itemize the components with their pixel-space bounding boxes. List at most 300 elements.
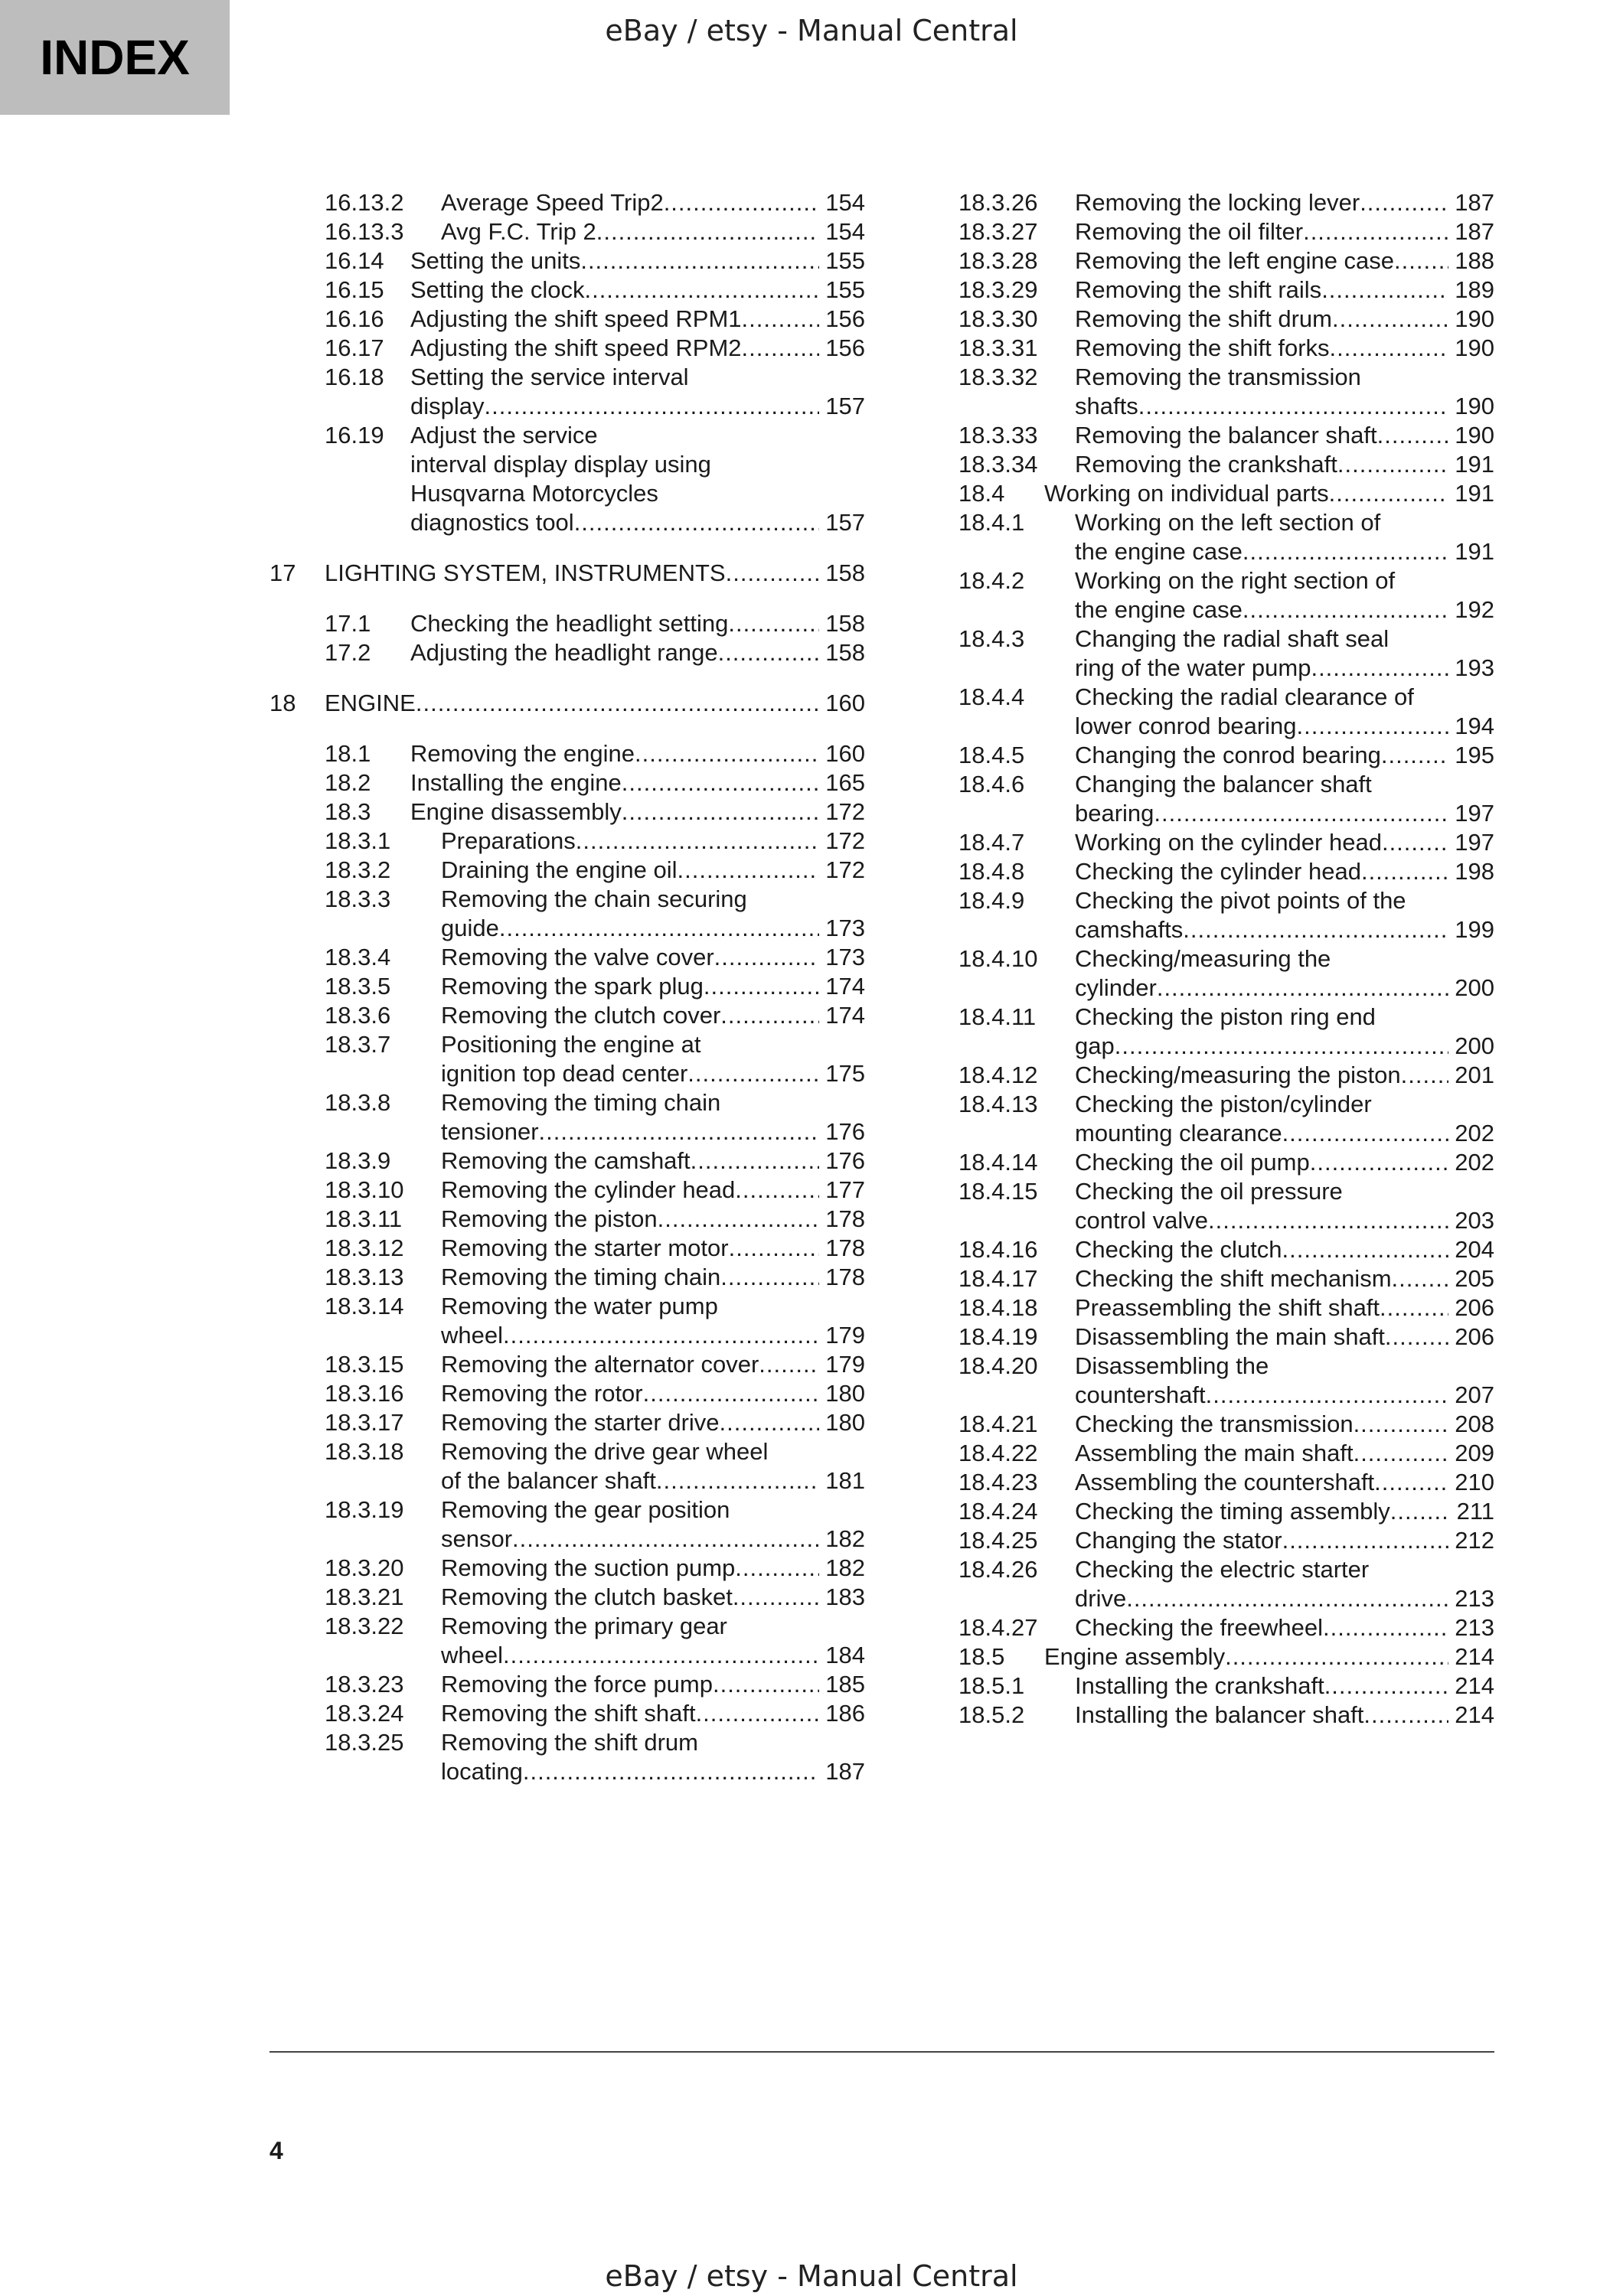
toc-entry-page: 204	[1455, 1236, 1494, 1263]
toc-entry-title: Draining the engine oil	[441, 856, 678, 883]
toc-entry-title: Removing the oil filter	[1075, 218, 1304, 245]
toc-entry-title: Removing the drive gear wheel	[441, 1438, 769, 1465]
toc-entry-title: Adjusting the shift speed RPM2	[410, 334, 742, 361]
toc-entry[interactable]	[958, 1322, 1494, 1352]
toc-entry-title: Engine disassembly	[410, 798, 622, 825]
dot-leader	[1382, 828, 1448, 857]
toc-entry-number: 18.4.22	[958, 1440, 1038, 1466]
watermark-top: eBay / etsy - Manual Central	[605, 14, 1018, 47]
toc-entry[interactable]	[958, 334, 1494, 363]
toc-entry-number: 18.3.31	[958, 334, 1038, 361]
toc-entry-page: 155	[825, 247, 865, 274]
toc-entry[interactable]	[269, 1437, 865, 1495]
dot-leader	[656, 1466, 819, 1495]
toc-entry-number: 18.3.8	[325, 1089, 391, 1116]
dot-leader	[1354, 1410, 1448, 1439]
toc-entry-title: drive	[1075, 1585, 1127, 1612]
toc-entry-title: Checking the radial clearance of	[1075, 683, 1414, 710]
toc-entry-title: diagnostics tool	[410, 509, 574, 536]
toc-entry-title: ignition top dead center	[441, 1060, 688, 1087]
dot-leader	[759, 1350, 819, 1379]
toc-entry-title: camshafts	[1075, 916, 1184, 943]
toc-entry-title: Checking/measuring the piston	[1075, 1062, 1401, 1088]
toc-entry[interactable]	[269, 1001, 865, 1030]
dot-leader	[1154, 799, 1448, 828]
toc-entry[interactable]	[958, 1555, 1494, 1613]
toc-entry[interactable]	[269, 1612, 865, 1670]
toc-entry-number: 18.3.14	[325, 1293, 404, 1319]
toc-entry[interactable]	[958, 1526, 1494, 1555]
toc-entry-number: 17	[269, 559, 296, 586]
toc-entry-number: 18.3.23	[325, 1671, 404, 1698]
toc-entry-page: 197	[1455, 800, 1494, 827]
toc-entry-title: Checking the timing assembly	[1075, 1498, 1390, 1525]
toc-entry-number: 18.3.7	[325, 1031, 391, 1058]
toc-entry[interactable]	[958, 1235, 1494, 1264]
toc-entry-title: Checking the shift mechanism	[1075, 1265, 1392, 1292]
toc-entry-number: 18.4.2	[958, 567, 1025, 594]
toc-entry-number: 18.4.1	[958, 509, 1025, 536]
toc-entry-title: Installing the balancer shaft	[1075, 1701, 1364, 1728]
toc-entry-page: 175	[825, 1060, 865, 1087]
toc-entry[interactable]	[958, 1613, 1494, 1642]
toc-entry-title: shafts	[1075, 393, 1138, 419]
dot-leader	[1332, 305, 1448, 334]
toc-entry[interactable]	[269, 1670, 865, 1699]
dot-leader	[1323, 1613, 1448, 1642]
toc-entry-page: 173	[825, 944, 865, 970]
toc-entry-number: 18.3	[325, 798, 371, 825]
toc-entry-title: display	[410, 393, 485, 419]
dot-leader	[1401, 1061, 1448, 1090]
toc-entry[interactable]	[269, 217, 865, 246]
toc-entry-title: guide	[441, 915, 499, 941]
toc-entry-title: Checking the piston/cylinder	[1075, 1091, 1372, 1117]
toc-entry-title: Removing the locking lever	[1075, 189, 1360, 216]
toc-entry-page: 194	[1455, 713, 1494, 739]
toc-entry-page: 201	[1455, 1062, 1494, 1088]
toc-entry[interactable]	[958, 246, 1494, 276]
toc-entry[interactable]	[958, 363, 1494, 421]
toc-entry-title: Removing the primary gear	[441, 1613, 727, 1639]
toc-entry[interactable]	[958, 421, 1494, 450]
toc-entry-page: 203	[1455, 1207, 1494, 1234]
dot-leader	[503, 1641, 819, 1670]
toc-entry-title: Adjusting the headlight range	[410, 639, 718, 666]
toc-entry[interactable]	[958, 217, 1494, 246]
dot-leader	[1126, 1584, 1448, 1613]
toc-entry-title: Checking the clutch	[1075, 1236, 1282, 1263]
toc-entry-number: 16.13.2	[325, 189, 404, 216]
dot-leader	[1303, 217, 1448, 246]
toc-entry[interactable]	[269, 1554, 865, 1583]
toc-entry-title: Removing the shift drum	[1075, 305, 1332, 332]
toc-entry-title: Removing the force pump	[441, 1671, 713, 1698]
toc-entry[interactable]	[269, 1234, 865, 1263]
toc-entry-title: Checking the oil pump	[1075, 1149, 1310, 1176]
toc-entry-page: 184	[825, 1642, 865, 1668]
toc-entry[interactable]	[958, 770, 1494, 828]
dot-leader	[742, 305, 819, 334]
toc-entry[interactable]	[269, 609, 865, 638]
toc-entry-number: 18.1	[325, 740, 371, 767]
toc-entry[interactable]	[269, 305, 865, 334]
toc-entry-title: Checking the oil pressure	[1075, 1178, 1343, 1205]
toc-entry[interactable]	[958, 683, 1494, 741]
toc-entry[interactable]	[958, 741, 1494, 770]
toc-entry[interactable]	[958, 305, 1494, 334]
toc-entry[interactable]	[958, 508, 1494, 566]
toc-entry[interactable]	[958, 886, 1494, 944]
toc-entry[interactable]	[269, 1699, 865, 1728]
dot-leader	[523, 1757, 819, 1786]
toc-entry-page: 213	[1455, 1614, 1494, 1641]
toc-entry-number: 18.4.12	[958, 1062, 1038, 1088]
dot-leader	[720, 1263, 819, 1292]
toc-entry-title: Removing the spark plug	[441, 973, 704, 1000]
dot-leader	[1381, 741, 1448, 770]
watermark-bottom: eBay / etsy - Manual Central	[605, 2259, 1018, 2293]
toc-entry[interactable]	[269, 797, 865, 827]
toc-entry-title: sensor	[441, 1525, 513, 1552]
dot-leader	[499, 914, 819, 943]
toc-entry[interactable]	[269, 1176, 865, 1205]
toc-entry-title: tensioner	[441, 1118, 539, 1145]
toc-entry[interactable]	[269, 689, 865, 718]
dot-leader	[1225, 1642, 1448, 1671]
toc-entry-number: 18.4.23	[958, 1469, 1038, 1495]
dot-leader	[1363, 1701, 1448, 1730]
toc-entry[interactable]	[269, 1205, 865, 1234]
toc-entry-title: Adjusting the shift speed RPM1	[410, 305, 742, 332]
toc-entry[interactable]	[958, 1468, 1494, 1497]
toc-entry[interactable]	[269, 1146, 865, 1176]
toc-entry-page: 176	[825, 1118, 865, 1145]
dot-leader	[1138, 392, 1448, 421]
toc-entry-page: 154	[825, 189, 865, 216]
toc-entry-number: 18.4.21	[958, 1411, 1038, 1437]
toc-entry[interactable]	[958, 1352, 1494, 1410]
dot-leader	[1157, 974, 1448, 1003]
toc-entry-title: mounting clearance	[1075, 1120, 1282, 1146]
toc-entry-title: Installing the crankshaft	[1075, 1672, 1324, 1699]
toc-entry[interactable]	[269, 334, 865, 363]
toc-entry-number: 18.3.6	[325, 1002, 391, 1029]
dot-leader	[735, 1176, 819, 1205]
toc-entry-title: Average Speed Trip2	[441, 189, 664, 216]
dot-leader	[1310, 1148, 1448, 1177]
toc-entry[interactable]	[958, 1148, 1494, 1177]
dot-leader	[728, 609, 819, 638]
toc-entry-title: LIGHTING SYSTEM, INSTRUMENTS	[325, 559, 726, 586]
dot-leader	[1311, 654, 1448, 683]
index-tab[interactable]: INDEX	[0, 0, 230, 115]
toc-entry-title: Removing the engine	[410, 740, 635, 767]
toc-entry-title: Setting the service interval	[410, 364, 689, 390]
toc-entry-number: 18.3.12	[325, 1234, 404, 1261]
toc-entry-title: Working on the left section of	[1075, 509, 1381, 536]
toc-entry-title: Assembling the main shaft	[1075, 1440, 1354, 1466]
toc-entry[interactable]	[958, 276, 1494, 305]
toc-entry-page: 160	[825, 690, 865, 716]
dot-leader	[1354, 1439, 1448, 1468]
toc-entry[interactable]	[958, 944, 1494, 1003]
toc-entry-number: 18.4.16	[958, 1236, 1038, 1263]
toc-entry-title: Setting the units	[410, 247, 581, 274]
toc-entry-title: countershaft	[1075, 1381, 1206, 1408]
toc-entry-page: 158	[825, 610, 865, 637]
dot-leader	[704, 972, 819, 1001]
toc-entry-number: 18.3.25	[325, 1729, 404, 1756]
dot-leader	[1321, 276, 1448, 305]
dot-leader	[643, 1379, 819, 1408]
toc-entry[interactable]	[958, 1177, 1494, 1235]
toc-entry-title: Removing the shift forks	[1075, 334, 1330, 361]
toc-entry[interactable]	[958, 566, 1494, 625]
toc-entry[interactable]	[269, 885, 865, 943]
toc-entry[interactable]	[269, 768, 865, 797]
dot-leader	[1392, 1264, 1448, 1293]
toc-entry-number: 18.5.2	[958, 1701, 1025, 1728]
footer-divider	[269, 2051, 1494, 2053]
toc-entry-title: the engine case	[1075, 596, 1243, 623]
toc-entry-page: 182	[825, 1525, 865, 1552]
toc-entry-title: Checking the piston ring end	[1075, 1003, 1376, 1030]
toc-entry[interactable]	[269, 739, 865, 768]
toc-entry[interactable]	[269, 856, 865, 885]
toc-entry-title: lower conrod bearing	[1075, 713, 1297, 739]
toc-entry[interactable]	[269, 1292, 865, 1350]
toc-entry-title: Engine assembly	[1044, 1643, 1226, 1670]
toc-entry-title: Disassembling the main shaft	[1075, 1323, 1385, 1350]
dot-leader	[1115, 1032, 1448, 1061]
toc-entry-number: 18.3.30	[958, 305, 1038, 332]
toc-entry[interactable]	[269, 827, 865, 856]
toc-entry-title: Working on the cylinder head	[1075, 829, 1382, 856]
toc-entry-number: 18.5	[958, 1643, 1005, 1670]
toc-entry-title: Changing the radial shaft seal	[1075, 625, 1390, 652]
toc-entry-title: Removing the transmission	[1075, 364, 1361, 390]
toc-entry-page: 180	[825, 1409, 865, 1436]
toc-entry[interactable]	[269, 1728, 865, 1786]
toc-entry[interactable]	[269, 363, 865, 421]
dot-leader	[1282, 1526, 1448, 1555]
toc-entry-title: Removing the timing chain	[441, 1264, 721, 1290]
toc-entry-title: Installing the engine	[410, 769, 622, 796]
dot-leader	[574, 508, 819, 537]
toc-entry[interactable]	[958, 1061, 1494, 1090]
toc-entry-number: 18.3.9	[325, 1147, 391, 1174]
toc-entry-number: 18.4	[958, 480, 1005, 507]
toc-entry[interactable]	[269, 421, 865, 537]
toc-entry[interactable]	[958, 1439, 1494, 1468]
toc-entry-page: 191	[1455, 538, 1494, 565]
toc-entry-number: 18.4.17	[958, 1265, 1038, 1292]
toc-entry[interactable]	[269, 188, 865, 217]
toc-entry-number: 18	[269, 690, 296, 716]
toc-entry[interactable]	[958, 1090, 1494, 1148]
toc-entry-page: 198	[1455, 858, 1494, 885]
toc-entry-title: Checking/measuring the	[1075, 945, 1331, 972]
toc-entry[interactable]	[269, 1088, 865, 1146]
toc-entry-title: Removing the crankshaft	[1075, 451, 1337, 478]
toc-entry-page: 174	[825, 973, 865, 1000]
dot-leader	[416, 689, 819, 718]
toc-entry-title: Husqvarna Motorcycles	[410, 480, 658, 507]
toc-entry[interactable]	[958, 1497, 1494, 1526]
toc-entry[interactable]	[958, 625, 1494, 683]
toc-entry[interactable]	[958, 1701, 1494, 1730]
dot-leader	[1206, 1381, 1448, 1410]
toc-entry-number: 18.4.20	[958, 1352, 1038, 1379]
toc-entry-number: 18.3.3	[325, 885, 391, 912]
toc-entry[interactable]	[269, 1379, 865, 1408]
dot-leader	[687, 1059, 819, 1088]
toc-entry-title: Removing the piston	[441, 1205, 658, 1232]
dot-leader	[1183, 915, 1448, 944]
toc-entry-number: 18.3.33	[958, 422, 1038, 448]
toc-entry[interactable]	[269, 972, 865, 1001]
toc-entry-title: Working on the right section of	[1075, 567, 1396, 594]
toc-entry-page: 185	[825, 1671, 865, 1698]
toc-entry-title: Removing the left engine case	[1075, 247, 1395, 274]
toc-entry-number: 18.4.9	[958, 887, 1025, 914]
toc-entry-page: 173	[825, 915, 865, 941]
toc-entry[interactable]	[269, 1263, 865, 1292]
toc-entry[interactable]	[269, 1030, 865, 1088]
toc-entry-page: 202	[1455, 1149, 1494, 1176]
toc-column-left	[269, 188, 865, 1786]
toc-entry-number: 18.3.24	[325, 1700, 404, 1727]
toc-entry[interactable]	[269, 246, 865, 276]
toc-entry-number: 18.4.27	[958, 1614, 1038, 1641]
toc-entry-title: Preassembling the shift shaft	[1075, 1294, 1380, 1321]
dot-leader	[596, 217, 819, 246]
toc-entry-title: Removing the starter drive	[441, 1409, 720, 1436]
toc-entry-number: 18.4.7	[958, 829, 1025, 856]
dot-leader	[1377, 421, 1448, 450]
toc-entry-title: Changing the stator	[1075, 1527, 1282, 1554]
toc-entry[interactable]	[958, 1642, 1494, 1671]
toc-entry-page: 210	[1455, 1469, 1494, 1495]
toc-entry-page: 180	[825, 1380, 865, 1407]
toc-entry-page: 183	[825, 1583, 865, 1610]
toc-entry[interactable]	[269, 638, 865, 667]
toc-entry-page: 199	[1455, 916, 1494, 943]
toc-entry[interactable]	[269, 943, 865, 972]
toc-entry-title: Removing the suction pump	[441, 1554, 736, 1581]
toc-entry[interactable]	[958, 1264, 1494, 1293]
toc-entry-title: Changing the conrod bearing	[1075, 742, 1381, 768]
toc-entry-number: 17.2	[325, 639, 371, 666]
toc-entry-number: 18.2	[325, 769, 371, 796]
toc-entry-number: 18.3.20	[325, 1554, 404, 1581]
toc-entry-page: 187	[825, 1758, 865, 1785]
toc-entry[interactable]	[958, 857, 1494, 886]
toc-entry[interactable]	[269, 1350, 865, 1379]
toc-entry-page: 207	[1455, 1381, 1494, 1408]
toc-entry[interactable]	[958, 1671, 1494, 1701]
toc-entry[interactable]	[958, 479, 1494, 508]
toc-entry-page: 154	[825, 218, 865, 245]
dot-leader	[485, 392, 820, 421]
dot-leader	[1324, 1671, 1448, 1701]
toc-entry-title: cylinder	[1075, 974, 1157, 1001]
toc-entry-number: 18.5.1	[958, 1672, 1025, 1699]
toc-entry-number: 16.18	[325, 364, 384, 390]
toc-entry-title: ENGINE	[325, 690, 416, 716]
toc-entry[interactable]	[269, 1495, 865, 1554]
toc-entry-number: 16.15	[325, 276, 384, 303]
toc-entry-page: 179	[825, 1351, 865, 1378]
dot-leader	[1390, 1497, 1448, 1526]
dot-leader	[622, 768, 819, 797]
toc-entry-page: 191	[1455, 480, 1494, 507]
toc-entry[interactable]	[958, 1003, 1494, 1061]
toc-entry[interactable]	[958, 1410, 1494, 1439]
toc-entry-number: 18.4.13	[958, 1091, 1038, 1117]
toc-entry-title: Disassembling the	[1075, 1352, 1269, 1379]
dot-leader	[1282, 1235, 1448, 1264]
toc-entry-page: 186	[825, 1700, 865, 1727]
dot-leader	[1360, 188, 1448, 217]
toc-entry-title: Assembling the countershaft	[1075, 1469, 1375, 1495]
toc-entry[interactable]	[958, 450, 1494, 479]
toc-entry-page: 187	[1455, 218, 1494, 245]
dot-leader	[1361, 857, 1448, 886]
toc-entry[interactable]	[269, 1408, 865, 1437]
toc-entry-page: 157	[825, 509, 865, 536]
toc-entry-page: 214	[1455, 1643, 1494, 1670]
toc-entry[interactable]	[269, 1583, 865, 1612]
toc-entry-number: 18.3.10	[325, 1176, 404, 1203]
toc-entry-number: 18.4.14	[958, 1149, 1038, 1176]
toc-entry-page: 156	[825, 305, 865, 332]
toc-entry[interactable]	[958, 1293, 1494, 1322]
toc-entry-number: 18.3.29	[958, 276, 1038, 303]
toc-entry-title: gap	[1075, 1032, 1115, 1059]
toc-entry-number: 18.3.19	[325, 1496, 404, 1523]
toc-entry-title: Avg F.C. Trip 2	[441, 218, 596, 245]
dot-leader	[742, 334, 819, 363]
toc-entry-page: 160	[825, 740, 865, 767]
toc-entry-page: 205	[1455, 1265, 1494, 1292]
toc-entry-title: Removing the rotor	[441, 1380, 643, 1407]
toc-entry-number: 18.3.34	[958, 451, 1038, 478]
toc-entry-number: 18.3.17	[325, 1409, 404, 1436]
toc-entry-page: 191	[1455, 451, 1494, 478]
dot-leader	[658, 1205, 819, 1234]
toc-entry-number: 18.4.6	[958, 771, 1025, 797]
toc-entry-number: 18.3.16	[325, 1380, 404, 1407]
toc-entry-title: Removing the clutch cover	[441, 1002, 721, 1029]
toc-entry-page: 178	[825, 1264, 865, 1290]
toc-entry[interactable]	[269, 276, 865, 305]
toc-entry-page: 176	[825, 1147, 865, 1174]
toc-entry-number: 16.14	[325, 247, 384, 274]
toc-entry-number: 18.3.28	[958, 247, 1038, 274]
page-number: 4	[269, 2137, 283, 2164]
toc-entry[interactable]	[269, 559, 865, 588]
toc-entry-title: Checking the transmission	[1075, 1411, 1354, 1437]
toc-entry-number: 16.13.3	[325, 218, 404, 245]
dot-leader	[503, 1321, 819, 1350]
dot-leader	[718, 638, 819, 667]
toc-entry[interactable]	[958, 188, 1494, 217]
toc-entry[interactable]	[958, 828, 1494, 857]
toc-entry-number: 18.4.5	[958, 742, 1025, 768]
dot-leader	[720, 1001, 819, 1030]
